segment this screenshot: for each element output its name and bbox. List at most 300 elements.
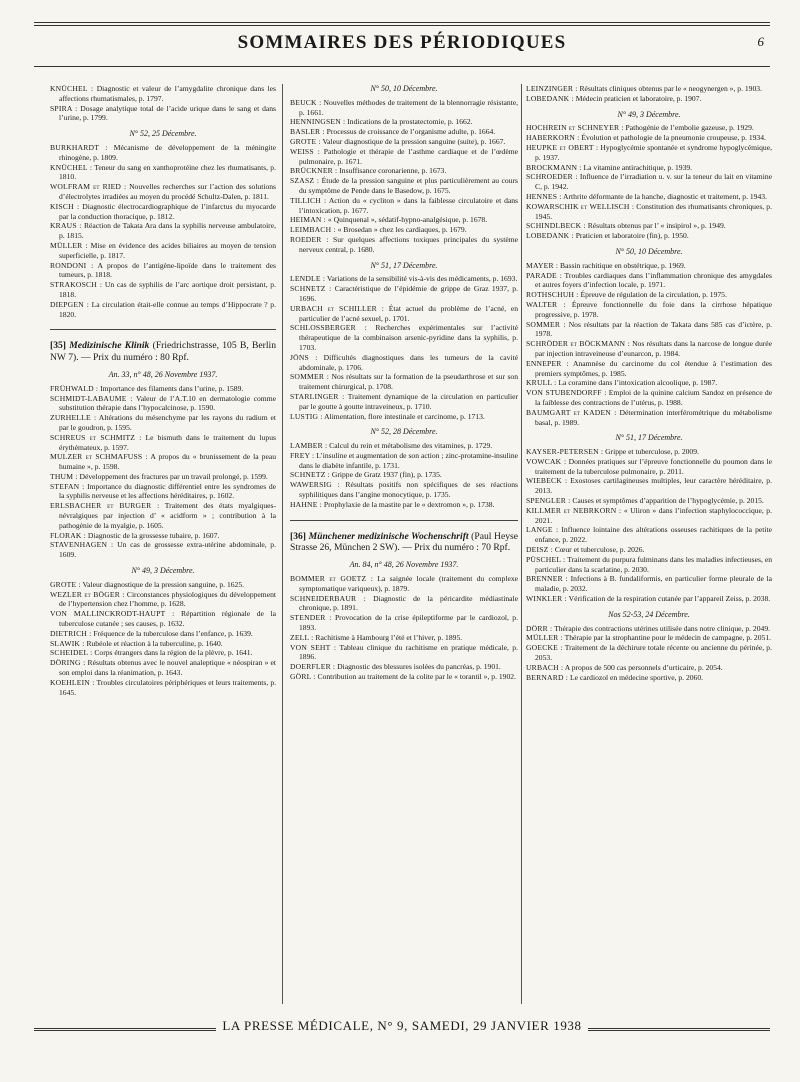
article-author: VON SEHT : — [290, 642, 337, 652]
article-author: SCHRÖDER et BÖCKMANN : — [526, 339, 630, 349]
article-title: Troubles circulatoires périphériques et leurs traitements, p. 1645. — [59, 677, 277, 697]
article-author: HEUPKE et OBERT : — [526, 142, 599, 152]
issue-heading: N° 50, 10 Décembre. — [615, 246, 683, 256]
article-entry — [526, 388, 772, 408]
issue-heading: Nos 52-53, 24 Décembre. — [608, 609, 690, 619]
article-entry — [50, 394, 276, 414]
article-title: Valeur diagnostique de la pression sanguine (suite), p. 1667. — [322, 136, 506, 146]
article-author: BRENNER : — [526, 574, 568, 584]
article-author: JÖNS : — [290, 352, 318, 362]
article-entry — [50, 300, 276, 320]
journal-name: Medizinische Klinik — [69, 340, 150, 352]
article-entry — [50, 221, 276, 241]
article-entry — [290, 284, 518, 304]
article-entry — [50, 384, 276, 394]
article-author: KOEHLEIN : — [50, 677, 95, 687]
article-title: Grippe et tuberculose, p. 2009. — [605, 447, 699, 457]
article-author: MULZER et SCHMAFUSS : — [50, 452, 148, 462]
article-title: Nos résultats dans la narcose de longue durée par injection intraveineuse d’eunarcon, p. 1984. — [535, 339, 773, 358]
article-author: MÜLLER : — [50, 240, 88, 250]
article-title: Influence lointaine des altérations osseuses rachitiques de la petite enfance, p. 2022. — [535, 525, 772, 545]
footer-text: LA PRESSE MÉDICALE, N° 9, SAMEDI, 29 JANVIER 1938 — [216, 1018, 587, 1033]
entry-list — [50, 143, 276, 319]
article-title: Action du « cycliton » dans la faiblesse circulatoire et dans l’intoxication, p. 1677. — [299, 195, 518, 215]
article-title: Étude de la pression sanguine et plus particulièrement au cours du symptôme de Pende dans le Basedow, p. 1675. — [299, 176, 518, 195]
article-title: Un cas de syphilis de l’arc aortique droit persistant, p. 1818. — [59, 280, 277, 299]
entry-list — [526, 84, 772, 104]
article-entry — [526, 633, 772, 643]
article-title: La vitamine antirachitique, p. 1939. — [583, 162, 693, 172]
article-entry — [50, 182, 276, 202]
article-entry — [526, 457, 772, 477]
article-entry — [50, 501, 276, 530]
article-author: BROCKMANN : — [526, 162, 582, 172]
article-title: Traitement de la déchirure totale récente ou ancienne du périnée, p. 2053. — [535, 643, 772, 663]
article-title: Le cardiozol en médecine sportive, p. 2060. — [570, 672, 704, 682]
issue-heading: N° 49, 3 Décembre. — [617, 109, 681, 119]
article-author: ROTHSCHUH : — [526, 290, 579, 300]
article-title: Sur quelques affections toxiques principales du système nerveux central, p. 1680. — [299, 234, 519, 254]
article-title: La saignée locale (traitement du complexe symptomatique variqueux), p. 1879. — [299, 574, 518, 593]
article-entry — [50, 452, 276, 472]
article-title: Cœur et tuberculose, p. 2026. — [554, 545, 645, 555]
issue-heading: N° 51, 17 Décembre. — [615, 433, 683, 443]
article-author: BERNARD : — [526, 672, 569, 682]
article-title: Résultats obtenus avec le nouvel analeptique « néospiran » et son emploi dans la réanimation, p. 1643. — [59, 658, 276, 678]
article-author: ZURHELLE : — [50, 413, 97, 423]
article-author: TILLICH : — [290, 195, 327, 205]
article-entry — [526, 555, 772, 575]
article-author: KAYSER-PETERSEN : — [526, 447, 604, 457]
article-author: BOMMER et GOETZ : — [290, 574, 374, 584]
article-author: URBACH : — [526, 662, 564, 672]
article-entry — [290, 176, 518, 196]
article-entry — [50, 280, 276, 300]
article-entry — [290, 235, 518, 255]
article-author: WEZLER et BÖGER : — [50, 589, 125, 599]
article-title: Bassin rachitique en obstétrique, p. 1969. — [560, 260, 686, 270]
article-entry — [290, 594, 518, 614]
article-author: STAVENHAGEN : — [50, 540, 114, 550]
article-entry — [526, 271, 772, 291]
article-title: La circulation était-elle connue au temps d’Hippocrate ? p. 1820. — [59, 299, 276, 319]
article-author: SCHNETZ : — [290, 284, 332, 294]
journal-heading — [50, 340, 276, 364]
article-author: DÖRING : — [50, 658, 86, 668]
article-entry — [50, 658, 276, 678]
article-entry — [526, 663, 772, 673]
article-title: Recherches expérimentales sur l’activité thérapeutique de la combinaison arsenic-pyridine dans la syphilis, p. 1703. — [299, 323, 519, 352]
article-author: HOCHREIN et SCHNEYER : — [526, 123, 624, 133]
article-author: VON MALLINCKRODT-HAUPT : — [50, 609, 175, 619]
article-title: Altérations du mésenchyme par les rayons du radium et par le goudron, p. 1595. — [59, 413, 276, 432]
entry-list — [526, 123, 772, 241]
article-title: Valeur diagnostique de la pression sanguine, p. 1625. — [82, 579, 245, 589]
article-author: PARADE : — [526, 270, 563, 280]
article-entry — [50, 580, 276, 590]
article-title: Nouvelles méthodes de traitement de la blennorragie résistante, p. 1661. — [299, 97, 518, 117]
article-entry — [290, 480, 518, 500]
article-title: Contribution au traitement de la colite par le « torantil », p. 1902. — [317, 672, 516, 682]
top-rule — [34, 22, 770, 23]
article-author: BASLER : — [290, 127, 325, 137]
article-author: ZELL : — [290, 632, 314, 642]
article-entry — [526, 163, 772, 173]
article-title: État actuel du problème de l’acné, en particulier de l’acné sexuel, p. 1701. — [299, 303, 518, 323]
article-title: Valeur de l’A.T.10 en dermatologie comme substitution thérapie dans l’hypocalcinose, p. 1590. — [59, 393, 276, 413]
article-author: SOMMER : — [290, 372, 330, 382]
article-entry — [526, 172, 772, 192]
article-entry — [50, 104, 276, 124]
article-author: BURKHARDT : — [50, 142, 108, 152]
article-author: SCHEIDEL : — [50, 648, 93, 658]
article-title: Diagnostic des blessures isolées du pancréas, p. 1901. — [337, 662, 501, 672]
article-author: WAWERSIG : — [290, 480, 340, 490]
article-entry — [50, 609, 276, 629]
article-author: SPENGLER : — [526, 496, 571, 506]
article-title: Importance des filaments dans l’urine, p. 1589. — [100, 383, 244, 393]
entry-list — [50, 580, 276, 698]
issue-heading: An. 33, n° 48, 26 Novembre 1937. — [108, 369, 218, 379]
entry-list — [50, 84, 276, 123]
article-entry — [526, 221, 772, 231]
article-title: Exostoses cartilagineuses multiples, leur caractère héréditaire, p. 2013. — [535, 476, 772, 496]
article-entry — [50, 143, 276, 163]
article-entry — [290, 643, 518, 663]
article-author: GÖRL : — [290, 672, 316, 682]
journal-info: (Paul Heyse Strasse 26, München 2 SW). — Prix du numéro : 70 Rpf. — [290, 530, 518, 554]
entry-list — [526, 447, 772, 604]
article-title: Évolution et pathologie de la pneumonie croupeuse, p. 1934. — [581, 133, 766, 143]
article-title: Un cas de grossesse extra-utérine abdominale, p. 1609. — [59, 540, 277, 560]
article-entry — [290, 98, 518, 118]
article-author: HEIMAN : — [290, 215, 326, 225]
article-entry — [526, 123, 772, 133]
article-author: LOBEDANK : — [526, 93, 574, 103]
article-entry — [290, 372, 518, 392]
article-title: Difficultés diagnostiques dans les tumeurs de la cavité abdominale, p. 1706. — [299, 352, 518, 372]
article-author: KNÜCHEL : — [50, 162, 93, 172]
article-author: SPIRA : — [50, 103, 78, 113]
article-author: STRAKOSCH : — [50, 280, 103, 290]
article-author: LEINZINGER : — [526, 84, 578, 93]
article-entry — [290, 323, 518, 352]
article-title: Insuffisance coronarienne, p. 1673. — [339, 166, 447, 176]
article-title: Mécanisme de développement de la méningite rhinogène, p. 1809. — [59, 142, 276, 162]
article-title: Diagnostic de la grossesse tubaire, p. 1607. — [87, 530, 220, 540]
article-entry — [50, 629, 276, 639]
article-author: WOLFRAM et RIED : — [50, 182, 127, 192]
page-header — [34, 30, 770, 66]
article-author: FLORAK : — [50, 530, 86, 540]
article-author: LAMBER : — [290, 441, 328, 451]
article-author: MAYER : — [526, 260, 559, 270]
article-author: DIEPGEN : — [50, 299, 90, 309]
article-title: Nos résultats par la réaction de Takata dans 585 cas d’ictère, p. 1978. — [535, 319, 773, 339]
entry-list — [290, 574, 518, 682]
article-entry — [290, 215, 518, 225]
journal-name: Münchener medizinische Wochenschrift — [308, 530, 469, 542]
article-title: « Uliron » dans l’infection staphylococcique, p. 2021. — [535, 505, 772, 525]
article-entry — [290, 353, 518, 373]
article-title: Influence de l’irradiation u. v. sur la teneur du lait en vitamine C, p. 1942. — [535, 172, 772, 192]
article-entry — [290, 451, 518, 471]
entry-list — [526, 261, 772, 428]
article-title: Développement des fractures par un travail prolongé, p. 1599. — [79, 471, 268, 481]
article-entry — [526, 447, 772, 457]
article-title: Thérapie des contractions utérines utilisée dans notre clinique, p. 2049. — [554, 623, 771, 633]
article-title: Circonstances physiologiques du développement de l’hypertension chez l’homme, p. 1628. — [59, 589, 276, 609]
article-title: Pathogénie de l’embolie gazeuse, p. 1929. — [625, 123, 754, 133]
article-author: HENNINGSEN : — [290, 117, 346, 127]
article-author: ERLSBACHER et BURGER : — [50, 501, 160, 511]
article-entry — [50, 648, 276, 658]
article-author: GROTE : — [290, 136, 321, 146]
issue-heading: An. 84, n° 48, 26 Novembre 1937. — [349, 560, 459, 570]
article-title: Variations de la sensibilité vis-à-vis des médicaments, p. 1693. — [326, 274, 518, 284]
article-entry — [290, 633, 518, 643]
article-author: SCHINDLBECK : — [526, 221, 586, 231]
article-entry — [526, 143, 772, 163]
article-entry — [526, 378, 772, 388]
article-title: Détermination interférométrique du métabolisme basal, p. 1989. — [535, 407, 772, 427]
article-author: KNÜCHEL : — [50, 84, 94, 93]
article-entry — [526, 525, 772, 545]
article-author: MÜLLER : — [526, 633, 563, 643]
page-footer — [34, 1018, 770, 1038]
article-title: Rubéole et réaction à la tuberculine, p. 1640. — [86, 638, 223, 648]
article-entry — [526, 261, 772, 271]
article-title: Nos résultats sur la formation de la pseudarthrose et sur son traitement chirurgical, p. 1708. — [299, 372, 518, 392]
article-author: WALTER : — [526, 299, 566, 309]
article-entry — [50, 163, 276, 183]
article-title: Thérapie par la strophantine pour le médecin de campagne, p. 2051. — [564, 633, 772, 643]
article-title: Infections à B. fundaliformis, en particulier forme pleurale de la maladie, p. 2032. — [535, 574, 773, 594]
article-entry — [50, 433, 276, 453]
article-entry — [290, 166, 518, 176]
issue-heading: N° 51, 17 Décembre. — [370, 260, 438, 270]
article-author: STENDER : — [290, 613, 332, 623]
article-author: WEISS : — [290, 146, 321, 156]
article-author: SLAWIK : — [50, 638, 85, 648]
article-author: KILLMER et NEBRKORN : — [526, 505, 622, 515]
article-entry — [526, 290, 772, 300]
article-entry — [290, 127, 518, 137]
article-title: Pathologie et thérapie de l’asthme cardiaque et de l’œdème pulmonaire, p. 1671. — [299, 146, 518, 166]
issue-heading: N° 50, 10 Décembre. — [370, 84, 438, 93]
article-entry — [526, 624, 772, 634]
article-entry — [526, 643, 772, 663]
article-title: Rachitisme à Hambourg l’été et l’hiver, p. 1895. — [315, 632, 463, 642]
issue-heading: N° 49, 3 Décembre. — [131, 566, 195, 576]
article-author: LENDLE : — [290, 274, 326, 284]
article-author: BRÜCKNER : — [290, 166, 338, 176]
article-author: SCHMIDT-LABAUME : — [50, 393, 133, 403]
article-author: FRÜHWALD : — [50, 383, 99, 393]
article-author: THUM : — [50, 471, 78, 481]
article-title: A propos du « brunissement de la peau humaine », p. 1598. — [59, 452, 276, 472]
article-author: DÖRR : — [526, 623, 553, 633]
article-title: Fréquence de la tuberculose dans l’enfance, p. 1639. — [93, 628, 253, 638]
article-entry — [526, 133, 772, 143]
journal-heading — [290, 531, 518, 555]
article-entry — [50, 202, 276, 222]
article-author: HENNES : — [526, 191, 562, 201]
article-title: Épreuve fonctionnelle du foie dans la cirrhose hépatique progressive, p. 1978. — [535, 299, 772, 319]
article-entry — [526, 574, 772, 594]
article-entry — [50, 482, 276, 502]
entry-list — [290, 441, 518, 510]
article-title: Teneur du sang en xanthoprotéine chez les rhumatisants, p. 1810. — [59, 162, 276, 182]
article-author: LEIMBACH : — [290, 225, 336, 235]
article-entry — [290, 225, 518, 235]
article-title: Vérification de la respiration cutanée par l’appareil Zeiss, p. 2038. — [568, 594, 771, 604]
article-entry — [290, 196, 518, 216]
article-title: L’insuline et augmentation de son action ; zinc-protamine-insuline dans le diabète infantile, p. 1731. — [299, 450, 518, 470]
header-rule — [34, 66, 770, 67]
article-entry — [290, 441, 518, 451]
entry-list — [526, 624, 772, 683]
article-title: Hypoglycémie spontanée et syndrome hypoglycémique, p. 1937. — [535, 142, 772, 162]
article-title: Répartition régionale de la tuberculose cutanée ; ses causes, p. 1632. — [59, 609, 276, 629]
article-author: LANGE : — [526, 525, 559, 535]
article-author: HABERKORN : — [526, 133, 580, 143]
article-title: « Quinquenal », sédatif-hypno-analgésique, p. 1678. — [327, 215, 488, 225]
journal-info: (Friedrichstrasse, 105 B, Berlin NW 7). — Prix du numéro : 80 Rpf. — [50, 340, 277, 364]
article-title: Arthrite déformante de la hanche, diagnostic et traitement, p. 1943. — [563, 191, 767, 201]
entry-list — [290, 274, 518, 421]
article-title: Le bismuth dans le traitement du lupus érythémateux, p. 1597. — [59, 432, 276, 452]
article-author: KRAUS : — [50, 221, 82, 231]
top-rule-2 — [34, 25, 770, 26]
article-title: Résultats obtenus par l’ « insipirol », p. 1949. — [587, 221, 726, 231]
article-author: SCHNETZ : — [290, 470, 330, 480]
article-entry — [290, 147, 518, 167]
article-entry — [526, 359, 772, 379]
article-author: SCHLOSSBERGER : — [290, 323, 367, 333]
article-author: RONDONI : — [50, 260, 94, 270]
article-entry — [290, 274, 518, 284]
article-title: Causes et symptômes d’apparition de l’hypoglycémie, p. 2015. — [572, 496, 764, 506]
article-title: Tableau clinique du rachitisme en pratique médicale, p. 1896. — [299, 642, 518, 662]
article-title: Calcul du rein et métabolisme des vitamines, p. 1729. — [329, 441, 493, 451]
article-entry — [50, 540, 276, 560]
article-author: HAHNE : — [290, 499, 322, 509]
article-entry — [526, 594, 772, 604]
article-title: Alimentation, flore intestinale et carcinome, p. 1713. — [324, 411, 485, 421]
column-3 — [526, 84, 772, 682]
page-title: SOMMAIRES DES PÉRIODIQUES — [237, 32, 567, 53]
article-entry — [290, 613, 518, 633]
article-entry — [526, 202, 772, 222]
article-author: LOBEDANK : — [526, 231, 574, 241]
article-author: SCHREUS et SCHMITZ : — [50, 432, 142, 442]
article-author: DEISZ : — [526, 545, 553, 555]
article-title: Troubles cardiaques dans l’inflammation chronique des amygdales et autres foyers d’infection locale, p. 1971. — [535, 270, 773, 290]
article-author: KOWARSCHIK et WELLISCH : — [526, 201, 635, 211]
article-title: Processus de croissance de l’organisme adulte, p. 1664. — [326, 127, 496, 137]
article-entry — [290, 574, 518, 594]
article-author: VOWCAK : — [526, 456, 567, 466]
section-divider — [50, 329, 276, 330]
article-entry — [290, 412, 518, 422]
article-title: Constitution des rhumatisants chroniques, p. 1945. — [535, 201, 772, 221]
article-title: Traitement des états myalgiques-névralgiques par injection d’ « acidform » ; contribution à la pathogénie de la myalgie, p. 1605. — [59, 501, 277, 530]
article-title: « Brosedan » chez les cardiaques, p. 1679. — [337, 225, 467, 235]
column-1 — [50, 84, 276, 697]
article-entry — [290, 500, 518, 510]
article-title: Diagnostic et valeur de l’amygdalite chronique dans les affections rhumatismales, p. 1797. — [59, 84, 276, 103]
article-author: BEUCK : — [290, 97, 322, 107]
article-author: STEFAN : — [50, 481, 85, 491]
article-title: A propos de l’antigène-lipoïde dans le traitement des tumeurs, p. 1818. — [59, 260, 276, 280]
article-entry — [50, 241, 276, 261]
article-entry — [526, 94, 772, 104]
article-author: URBACH et SCHILLER : — [290, 303, 385, 313]
article-entry — [50, 261, 276, 281]
article-title: Anamnèse du carcinome du col étendue à l’estimation des premiers symptômes, p. 1985. — [535, 358, 772, 378]
article-title: Corps étrangers dans la région de la plèvre, p. 1641. — [94, 648, 253, 658]
article-author: ROEDER : — [290, 234, 329, 244]
article-entry — [526, 231, 772, 241]
article-author: LUSTIG : — [290, 411, 323, 421]
article-entry — [50, 639, 276, 649]
article-entry — [290, 662, 518, 672]
article-title: Nouvelles recherches sur l’action des solutions d’électrolytes irradiées au moyen du procédé Schultz-Dalen, p. 1811. — [59, 182, 276, 201]
article-title: Provocation de la crise épileptiforme par le cardiozol, p. 1893. — [299, 613, 518, 633]
article-entry — [290, 672, 518, 682]
article-entry — [526, 300, 772, 320]
article-title: Praticien et laboratoire (fin), p. 1950. — [575, 231, 689, 241]
article-entry — [290, 392, 518, 412]
article-title: Résultats cliniques obtenus par le « neogynergen », p. 1903. — [579, 84, 762, 93]
article-entry — [50, 413, 276, 433]
article-entry — [290, 304, 518, 324]
journal-number: [36] — [290, 530, 306, 542]
article-author: ENNEPER : — [526, 358, 569, 368]
article-author: WIEBECK : — [526, 476, 568, 486]
article-title: Données pratiques sur l’épreuve fonctionnelle du poumon dans le traitement de la tuberculose pulmonaire, p. 2011. — [535, 456, 772, 476]
section-divider — [290, 520, 518, 521]
article-entry — [526, 506, 772, 526]
article-author: GOECKE : — [526, 643, 563, 653]
article-author: FREY : — [290, 450, 315, 460]
article-entry — [526, 476, 772, 496]
article-author: SCHROEDER : — [526, 172, 578, 182]
article-author: PÜSCHEL : — [526, 554, 566, 564]
article-entry — [50, 678, 276, 698]
article-title: Réaction de Takata Ara dans la syphilis nerveuse ambulatoire, p. 1815. — [59, 221, 276, 241]
article-title: Mise en évidence des acides biliaires au moyen de tension superficielle, p. 1817. — [59, 240, 276, 260]
article-author: SCHNEIDERBAUR : — [290, 593, 366, 603]
article-author: KRULL : — [526, 378, 557, 388]
article-entry — [526, 408, 772, 428]
article-author: DIETRICH : — [50, 628, 92, 638]
article-author: STARLINGER : — [290, 391, 345, 401]
article-entry — [50, 472, 276, 482]
article-title: A propos de 500 cas personnels d’urticaire, p. 2054. — [564, 662, 723, 672]
article-entry — [526, 545, 772, 555]
page-number: 6 — [757, 34, 764, 49]
article-entry — [290, 470, 518, 480]
article-title: Grippe de Gratz 1937 (fin), p. 1735. — [331, 470, 442, 480]
article-entry — [290, 137, 518, 147]
article-title: Importance du diagnostic différentiel entre les syndromes de la syphilis nerveuse et les affections héréditaires, p. 1602. — [59, 481, 276, 501]
column-separator-2 — [521, 84, 522, 1004]
article-title: Caractéristique de l’épidémie de grippe de Graz 1937, p. 1696. — [299, 284, 518, 303]
article-author: SOMMER : — [526, 319, 566, 329]
article-author: GROTE : — [50, 579, 81, 589]
